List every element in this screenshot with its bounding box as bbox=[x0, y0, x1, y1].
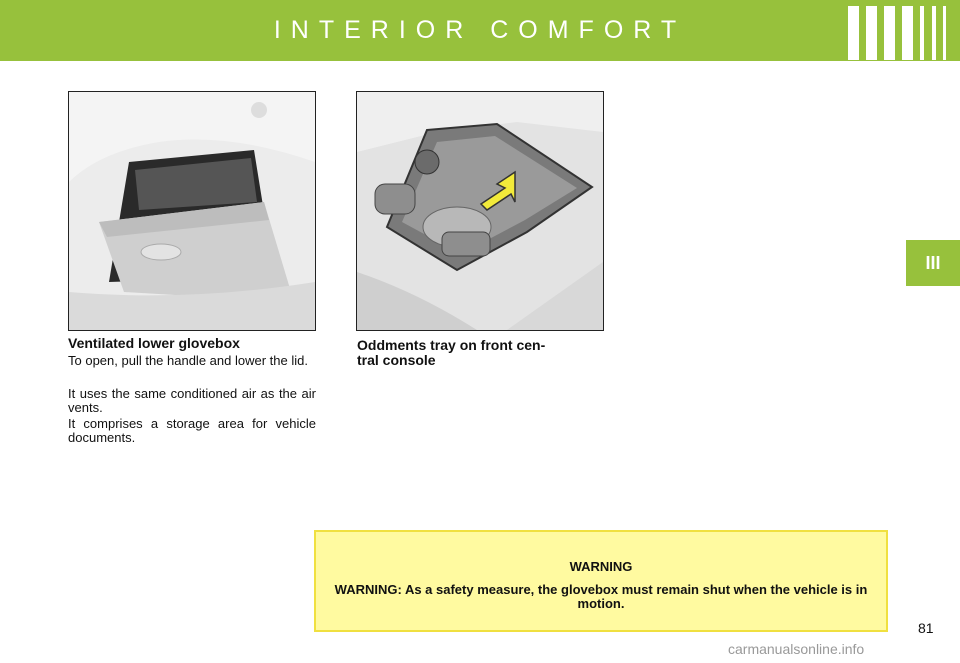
oddments-heading-line: Oddments tray on front cen- bbox=[357, 337, 546, 353]
glovebox-paragraph: It uses the same conditioned air as the air vents. bbox=[68, 386, 316, 415]
page-number: 81 bbox=[918, 620, 934, 636]
oddments-heading-line: tral console bbox=[357, 352, 436, 368]
oddments-heading bbox=[357, 338, 605, 368]
glovebox-photo bbox=[68, 91, 316, 331]
oddments-tray-photo bbox=[356, 91, 604, 331]
warning-title: WARNING bbox=[569, 559, 633, 574]
stripe bbox=[902, 6, 913, 60]
glovebox-paragraph: It comprises a storage area for vehicle documents. bbox=[68, 416, 316, 445]
chapter-tab[interactable]: III bbox=[906, 240, 960, 286]
footer-watermark: carmanualsonline.info bbox=[728, 641, 865, 657]
stripe bbox=[920, 6, 924, 60]
stripe bbox=[932, 6, 936, 60]
stripe bbox=[848, 6, 859, 60]
header-bar bbox=[0, 0, 960, 61]
glovebox-paragraph: To open, pull the handle and lower the lid. bbox=[68, 353, 308, 368]
warning-box bbox=[314, 530, 888, 632]
stripe bbox=[943, 6, 946, 60]
warning-text: WARNING: As a safety measure, the glovebox must remain shut when the vehicle is in motion. bbox=[334, 582, 868, 611]
stripe bbox=[866, 6, 877, 60]
stripe bbox=[884, 6, 895, 60]
glovebox-heading: Ventilated lower glovebox bbox=[68, 335, 240, 351]
page-title: INTERIOR COMFORT bbox=[273, 16, 687, 44]
